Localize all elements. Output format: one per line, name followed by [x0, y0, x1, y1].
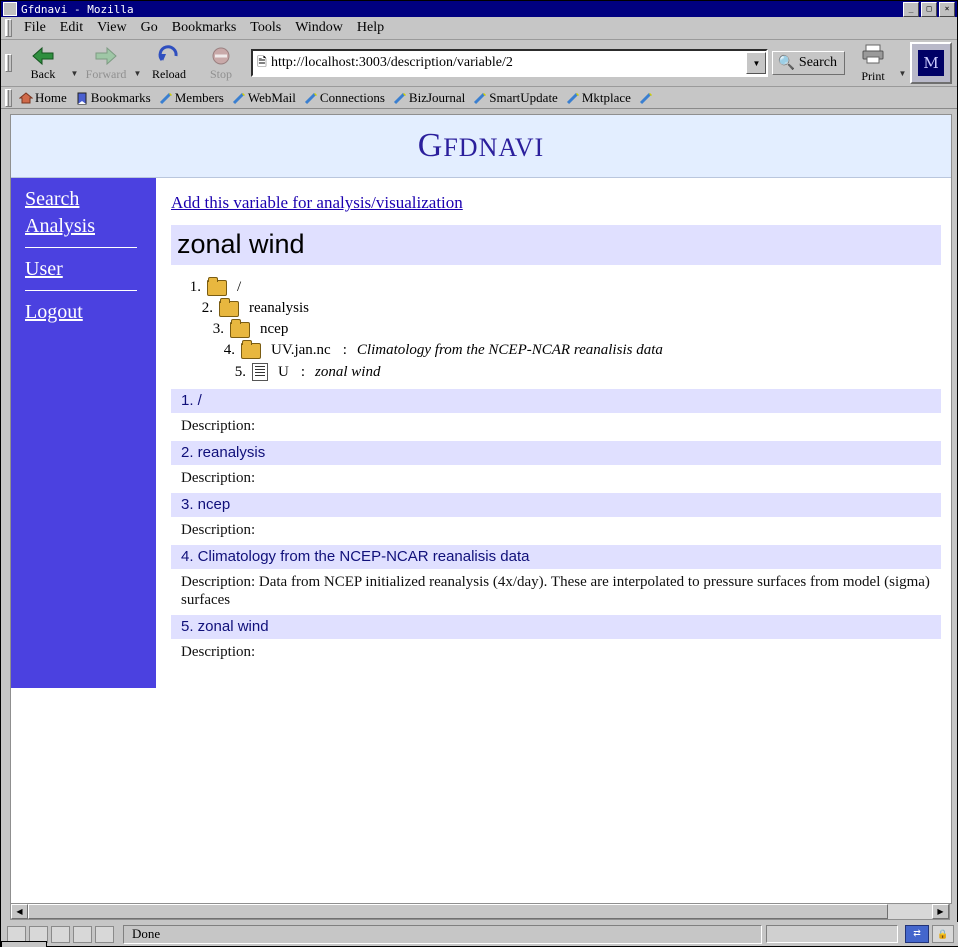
status-icons [2, 926, 119, 943]
file-icon [252, 363, 268, 381]
url-dropdown-icon[interactable]: ▼ [746, 52, 766, 74]
pencil-icon [473, 91, 487, 105]
tree-index: 4. [223, 342, 235, 358]
forward-arrow-icon [93, 44, 119, 68]
page-body [11, 178, 951, 688]
tree-name[interactable]: UV.jan.nc [271, 342, 331, 358]
scroll-track[interactable] [28, 904, 932, 919]
personalbar-grip[interactable] [5, 89, 12, 107]
sidebar-item-analysis[interactable]: Analysis [25, 215, 95, 237]
main-content [156, 178, 951, 688]
sidebar-item-search[interactable]: Search [25, 188, 80, 210]
mozilla-icon [3, 2, 17, 16]
tree-index: 5. [234, 363, 246, 380]
bookmark-home[interactable] [17, 90, 73, 106]
forward-dropdown-icon[interactable]: ▼ [133, 69, 142, 78]
tree-row[interactable] [179, 321, 951, 338]
folder-icon [230, 322, 250, 338]
tree-row[interactable] [179, 342, 951, 359]
toolbar-grip[interactable] [5, 54, 12, 72]
reload-label: Reload [152, 67, 186, 81]
pencil-icon [304, 91, 318, 105]
tree-row[interactable] [179, 300, 951, 317]
menu-file[interactable]: File [24, 20, 46, 35]
tree-index: 3. [212, 321, 224, 337]
bookmark-webmail[interactable] [230, 90, 302, 106]
bookmarks-icon [75, 91, 89, 105]
back-dropdown-icon[interactable]: ▼ [70, 69, 79, 78]
bookmark-webmail-label: WebMail [247, 89, 296, 105]
page-title: zonal wind [171, 225, 941, 265]
bookmark-mktplace-label: Mktplace [581, 89, 631, 105]
description-heading: 3. ncep [171, 493, 941, 517]
add-variable-link[interactable]: Add this variable for analysis/visualization [171, 193, 463, 212]
sidebar-divider [25, 290, 137, 291]
title-bar [1, 1, 957, 17]
tree-description: Climatology from the NCEP-NCAR reanalisis data [356, 342, 663, 358]
tree-index: 2. [201, 300, 213, 316]
stop-icon [208, 44, 234, 68]
menu-tools[interactable]: Tools [250, 20, 282, 35]
forward-button[interactable] [80, 42, 132, 84]
addressbook-icon[interactable] [73, 926, 92, 943]
window-title: Gfdnavi - Mozilla [21, 2, 134, 16]
bookmark-bizjournal[interactable] [391, 90, 471, 106]
pencil-icon [393, 91, 407, 105]
print-button[interactable] [849, 42, 897, 84]
description-body: Description: [181, 522, 256, 538]
printer-icon [860, 43, 886, 69]
bookmark-members[interactable] [157, 90, 230, 106]
menu-grip[interactable] [5, 19, 12, 37]
menu-view[interactable]: View [97, 20, 127, 35]
site-title [418, 127, 544, 165]
tree-name[interactable]: ncep [260, 321, 289, 337]
logo-glyph: M [918, 50, 944, 76]
description-heading: 5. zonal wind [171, 615, 941, 639]
site-title-rest: FDNAVI [443, 133, 545, 162]
minimize-button[interactable]: _ [903, 2, 919, 17]
tree-colon: : [342, 342, 347, 358]
bookmark-connections[interactable] [302, 90, 391, 106]
bookmark-connections-label: Connections [319, 89, 385, 105]
pencil-icon [232, 91, 246, 105]
folder-icon [241, 343, 261, 359]
bookmark-smartupdate[interactable] [471, 90, 564, 106]
sidebar-item-logout[interactable]: Logout [25, 301, 83, 323]
tree-row[interactable] [179, 363, 951, 381]
window-controls [903, 2, 955, 17]
forward-label: Forward [85, 67, 127, 81]
description-body: Description: Data from NCEP initialized reanalysis (4x/day). These are interpolated to pressure surfaces from model (sigma) surfaces [181, 574, 930, 608]
reload-button[interactable] [143, 42, 195, 84]
bookmark-members-label: Members [174, 89, 224, 105]
menu-bar [1, 17, 957, 40]
reload-icon [156, 44, 182, 68]
navigation-toolbar [1, 40, 957, 87]
site-banner [11, 115, 951, 178]
menu-go[interactable]: Go [140, 20, 158, 35]
page-viewport [10, 114, 952, 904]
description-heading: 2. reanalysis [171, 441, 941, 465]
description-body: Description: [181, 418, 256, 434]
close-button[interactable]: × [939, 2, 955, 17]
tree-description: zonal wind [315, 363, 381, 380]
mail-icon[interactable] [29, 926, 48, 943]
pencil-icon [159, 91, 173, 105]
scroll-right-button[interactable]: ▶ [932, 904, 949, 919]
search-button[interactable] [772, 51, 845, 75]
search-icon: 🔍 [777, 55, 795, 71]
folder-icon [219, 301, 239, 317]
tree-row[interactable] [179, 279, 951, 296]
back-button[interactable] [17, 42, 69, 84]
menu-bookmarks[interactable]: Bookmarks [171, 20, 237, 35]
navigator-icon[interactable] [7, 926, 26, 943]
print-dropdown-icon[interactable]: ▼ [898, 69, 907, 78]
description-body: Description: [181, 644, 256, 660]
status-bar [2, 922, 958, 946]
bookmark-extra[interactable] [637, 91, 661, 105]
status-right [766, 925, 958, 943]
bookmark-bizjournal-label: BizJournal [408, 89, 466, 105]
security-lock-icon[interactable]: 🔒 [932, 925, 954, 943]
irc-icon[interactable] [95, 926, 114, 943]
description-heading: 1. / [171, 389, 941, 413]
path-tree [179, 279, 951, 381]
menu-edit[interactable]: Edit [59, 20, 84, 35]
address-bar[interactable] [251, 49, 768, 77]
bookmark-mktplace[interactable] [564, 90, 637, 106]
scroll-thumb[interactable] [28, 904, 888, 919]
description-body: Description: [181, 470, 256, 486]
tree-name[interactable]: U [278, 363, 289, 380]
tree-name[interactable]: / [237, 279, 242, 295]
url-input[interactable]: http://localhost:3003/description/variable/2 [271, 55, 513, 70]
scroll-left-button[interactable]: ◀ [11, 904, 28, 919]
menu-window[interactable]: Window [295, 20, 343, 35]
pencil-icon [639, 91, 653, 105]
taskbar-sliver [1, 941, 47, 947]
tree-colon: : [300, 363, 306, 380]
search-label: Search [798, 55, 837, 70]
mozilla-logo[interactable] [910, 42, 952, 84]
offline-icon[interactable]: ⇄ [905, 925, 929, 943]
bookmark-bookmarks[interactable] [73, 90, 157, 106]
site-title-first: G [417, 127, 444, 164]
bookmark-bookmarks-label: Bookmarks [90, 89, 151, 105]
tree-index: 1. [189, 279, 201, 295]
composer-icon[interactable] [51, 926, 70, 943]
horizontal-scrollbar[interactable] [10, 903, 950, 920]
personal-toolbar [1, 87, 957, 109]
bookmark-smartupdate-label: SmartUpdate [489, 89, 558, 105]
stop-button[interactable] [195, 42, 247, 84]
description-section [171, 389, 941, 667]
menu-help[interactable]: Help [356, 20, 385, 35]
tree-name[interactable]: reanalysis [249, 300, 309, 316]
maximize-button[interactable]: □ [921, 2, 937, 17]
bookmark-home-label: Home [35, 89, 67, 105]
page-icon: 🗎 [257, 54, 267, 69]
status-text: Done [123, 925, 762, 944]
home-icon [19, 91, 33, 105]
description-heading: 4. Climatology from the NCEP-NCAR reanalisis data [171, 545, 941, 569]
folder-icon [207, 280, 227, 296]
progress-bar [766, 925, 898, 943]
stop-label: Stop [209, 67, 232, 81]
pencil-icon [566, 91, 580, 105]
back-arrow-icon [30, 44, 56, 68]
print-label: Print [861, 68, 885, 83]
sidebar-divider [25, 247, 137, 248]
sidebar [11, 178, 156, 688]
sidebar-item-user[interactable]: User [25, 258, 63, 280]
back-label: Back [30, 67, 56, 81]
